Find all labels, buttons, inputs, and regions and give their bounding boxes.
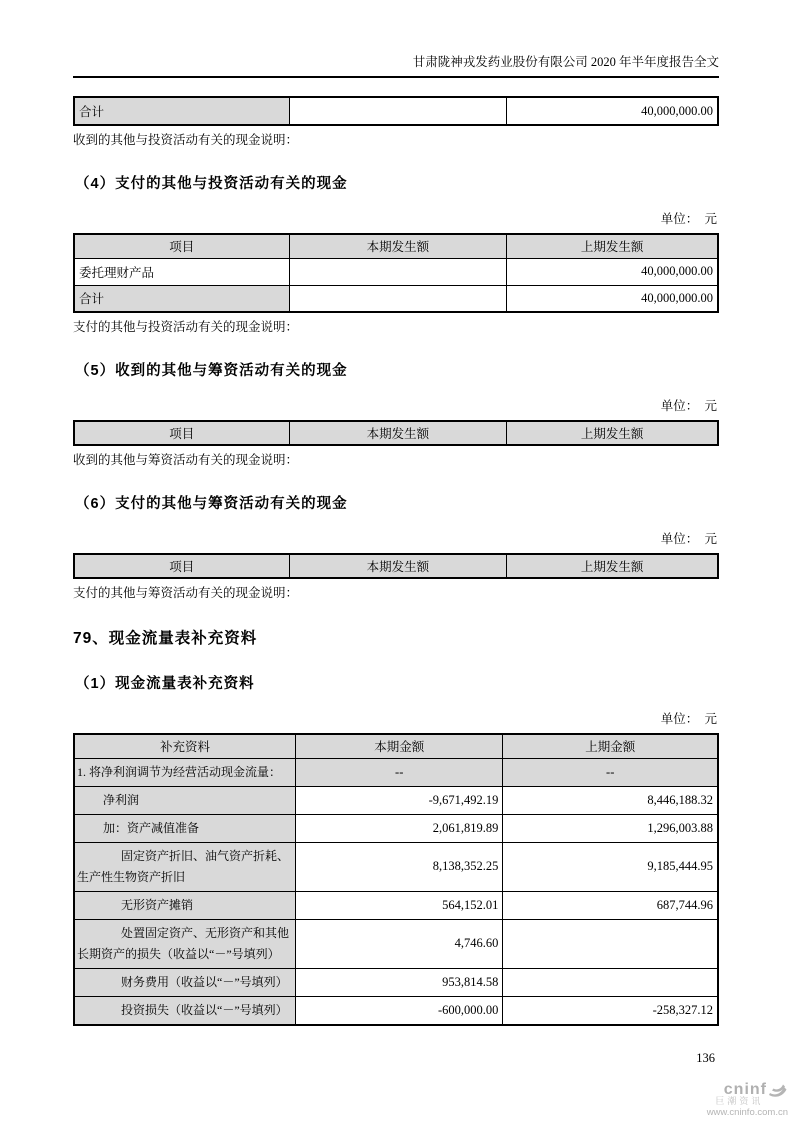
current-amount-cell: 8,138,352.25	[296, 842, 503, 891]
table-header-row	[74, 554, 718, 578]
item-cell: 处置固定资产、无形资产和其他长期资产的损失（收益以“－”号填列）	[74, 919, 296, 968]
table-row	[74, 891, 718, 919]
prior-amount-cell: 40,000,000.00	[507, 285, 718, 312]
column-header-item: 项目	[74, 554, 289, 578]
cninfo-url: www.cninfo.com.cn	[706, 1106, 788, 1118]
item-cell: 固定资产折旧、油气资产折耗、生产性生物资产折旧	[74, 842, 296, 891]
table-investment-cash-paid	[73, 233, 719, 313]
table-investment-cash-received-total	[73, 96, 719, 126]
report-page-content	[73, 0, 719, 1066]
table-row	[74, 968, 718, 996]
item-cell: 合计	[74, 285, 289, 312]
table-header-row	[74, 421, 718, 445]
item-cell: 财务费用（收益以“－”号填列）	[74, 968, 296, 996]
section-79-heading: 79、现金流量表补充资料	[73, 630, 258, 647]
current-amount-cell: 4,746.60	[296, 919, 503, 968]
table-row	[74, 996, 718, 1025]
prior-amount-cell: 1,296,003.88	[503, 814, 718, 842]
cninfo-swirl-icon	[768, 1080, 788, 1100]
note-financing-paid: 支付的其他与筹资活动有关的现金说明：	[73, 586, 299, 600]
table-row	[74, 258, 718, 285]
table-row	[74, 919, 718, 968]
column-header-current: 本期发生额	[289, 421, 507, 445]
table-header-row	[74, 734, 718, 758]
prior-amount-cell	[503, 919, 718, 968]
page-number: 136	[696, 1050, 715, 1065]
current-amount-cell: --	[296, 758, 503, 786]
unit-label: 单位： 元	[660, 712, 717, 726]
current-amount-cell: -600,000.00	[296, 996, 503, 1025]
prior-amount-cell: 9,185,444.95	[503, 842, 718, 891]
table-row	[74, 97, 718, 125]
note-financing-received: 收到的其他与筹资活动有关的现金说明：	[73, 453, 299, 467]
table-header-row	[74, 234, 718, 258]
table-financing-cash-received	[73, 420, 719, 446]
column-header-item: 补充资料	[74, 734, 296, 758]
table-row	[74, 786, 718, 814]
cninfo-brand-text: cninf	[723, 1080, 767, 1098]
table-row	[74, 285, 718, 312]
report-title: 甘肃陇神戎发药业股份有限公司 2020 年半年度报告全文	[412, 55, 719, 69]
current-amount-cell	[289, 97, 507, 125]
current-amount-cell: 564,152.01	[296, 891, 503, 919]
prior-amount-cell: 40,000,000.00	[507, 97, 718, 125]
unit-label: 单位： 元	[660, 532, 717, 546]
item-cell: 1. 将净利润调节为经营活动现金流量：	[74, 758, 296, 786]
section-5-heading: （5）收到的其他与筹资活动有关的现金	[75, 363, 348, 379]
item-cell: 净利润	[74, 786, 296, 814]
current-amount-cell: 2,061,819.89	[296, 814, 503, 842]
column-header-current: 本期发生额	[289, 554, 507, 578]
section-79-1-heading: （1）现金流量表补充资料	[75, 676, 255, 692]
section-4-heading: （4）支付的其他与投资活动有关的现金	[75, 176, 348, 192]
column-header-item: 项目	[74, 234, 289, 258]
cninfo-logo	[707, 1080, 788, 1118]
item-cell: 委托理财产品	[74, 258, 289, 285]
column-header-prior: 上期发生额	[507, 421, 718, 445]
prior-amount-cell: 687,744.96	[503, 891, 718, 919]
prior-amount-cell: 40,000,000.00	[507, 258, 718, 285]
item-cell: 投资损失（收益以“－”号填列）	[74, 996, 296, 1025]
unit-label: 单位： 元	[660, 212, 717, 226]
table-cash-flow-supplementary	[73, 733, 719, 1026]
column-header-current: 本期发生额	[289, 234, 507, 258]
column-header-prior: 上期金额	[503, 734, 718, 758]
section-6-heading: （6）支付的其他与筹资活动有关的现金	[75, 496, 348, 512]
prior-amount-cell: --	[503, 758, 718, 786]
current-amount-cell	[289, 258, 507, 285]
prior-amount-cell	[503, 968, 718, 996]
table-row	[74, 758, 718, 786]
column-header-item: 项目	[74, 421, 289, 445]
column-header-prior: 上期发生额	[507, 234, 718, 258]
current-amount-cell	[289, 285, 507, 312]
column-header-current: 本期金额	[296, 734, 503, 758]
current-amount-cell: 953,814.58	[296, 968, 503, 996]
table-financing-cash-paid	[73, 553, 719, 579]
column-header-prior: 上期发生额	[507, 554, 718, 578]
table-row	[74, 814, 718, 842]
note-investment-paid: 支付的其他与投资活动有关的现金说明：	[73, 320, 299, 334]
note-investment-received: 收到的其他与投资活动有关的现金说明：	[73, 133, 299, 147]
item-cell: 合计	[74, 97, 289, 125]
unit-label: 单位： 元	[660, 399, 717, 413]
item-cell: 无形资产摊销	[74, 891, 296, 919]
table-row	[74, 842, 718, 891]
current-amount-cell: -9,671,492.19	[296, 786, 503, 814]
cninfo-chinese-name: 巨潮资讯	[715, 1095, 764, 1106]
prior-amount-cell: 8,446,188.32	[503, 786, 718, 814]
prior-amount-cell: -258,327.12	[503, 996, 718, 1025]
item-cell: 加：资产减值准备	[74, 814, 296, 842]
report-header	[73, 0, 719, 78]
